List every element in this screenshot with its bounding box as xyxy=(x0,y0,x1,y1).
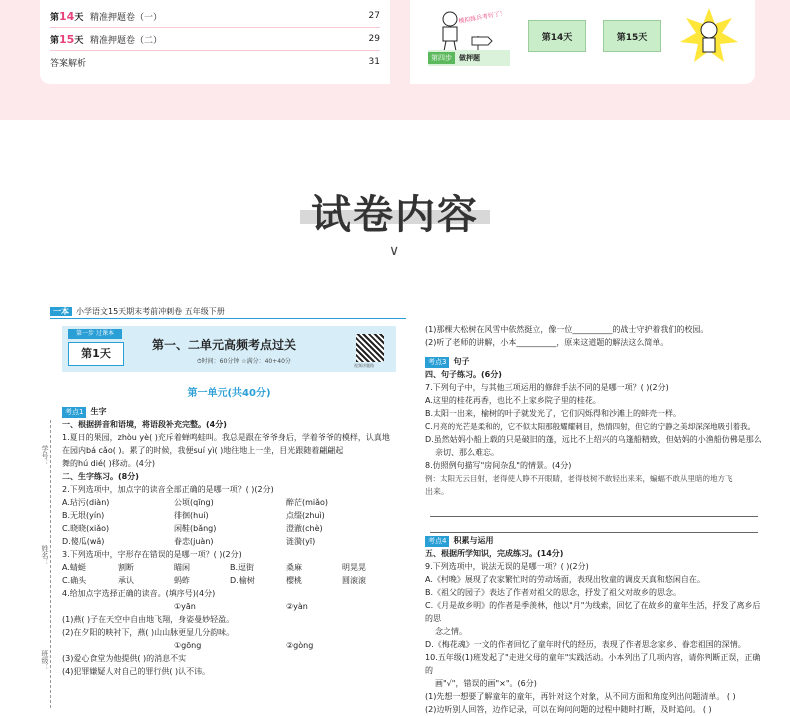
question-line: 画"√"，错误的画"×"。(6分) xyxy=(435,679,537,688)
day-badge: 第1天 xyxy=(68,342,124,366)
question-line: 1.夏日的果园，zhòu yè( )充斥着蝉鸣蛙叫。我总是跟在爷爷身后，学着爷爷的模样，认真地 xyxy=(62,433,390,442)
side-label-class: 班级： xyxy=(41,650,49,671)
question-line: (1)燕( )子在天空中自由地飞翔，身姿曼妙轻盈。 xyxy=(62,615,235,624)
divider xyxy=(50,27,380,28)
left-column xyxy=(62,405,398,678)
table-of-contents xyxy=(40,0,390,84)
section-heading: 四、句子练习。(6分) xyxy=(425,370,502,379)
section-heading: 一、根据拼音和语境，将语段补充完整。(4分) xyxy=(62,420,227,429)
answer-line[interactable] xyxy=(430,516,758,517)
study-plan-panel xyxy=(410,0,755,84)
unit-title: 第一单元(共40分) xyxy=(187,388,271,399)
lesson-time-score: ⏱时间：60分钟 ☆满分：40+40分 xyxy=(197,358,291,365)
example-line: 出来。 xyxy=(425,487,449,496)
toc-page: 31 xyxy=(368,57,380,67)
question-line: 8.仿照例句描写"房间杂乱"的情景。(4分) xyxy=(425,461,572,470)
toc-day: 第15天 xyxy=(50,32,84,46)
question-line: C.月亮的光芒是柔和的，它不似太阳那般耀耀刺目，热情四射，但它的宁静之美却深深地吸引着我。 xyxy=(425,422,756,431)
question-line: D.《梅花魂》一文的作者回忆了童年时代的经历，表现了作者思念家乡、眷恋祖国的深情。 xyxy=(425,640,746,649)
section-heading: 考点3 句子 xyxy=(425,355,765,368)
question-line: C.《月是故乡明》的作者是季羡林，他以"月"为线索，回忆了在故乡的童年生活，抒发了离乡后的思 xyxy=(425,601,761,623)
question-line: (2)边听别人回答，边作记录，可以在询问问题的过程中随时打断，及时追问。 ( ) xyxy=(425,705,712,714)
day-box-14[interactable]: 第14天 xyxy=(528,20,586,52)
question-line: (1)先想一想要了解童年的童年，再针对这个对象，从不同方面和角度列出问题清单。 ( ) xyxy=(425,692,736,701)
step-badge: 第一步 过课本 xyxy=(68,329,122,339)
toc-title: 答案解析 xyxy=(50,58,87,69)
question-line: 3.下列选项中，字形存在错误的是哪一项？( )(2分) xyxy=(62,550,242,559)
toc-day: 第14天 xyxy=(50,9,84,23)
example-line: 例：太阳无云目射，老得使人睁不开眼睛，老得枝树不敢轻出来来，蝙蝠不敢从里暗的地方飞 xyxy=(425,474,733,483)
question-line: A.这里的桂花再香，也比不上家乡院子里的桂花。 xyxy=(425,396,601,405)
side-label-name: 姓名： xyxy=(41,545,49,566)
cut-line xyxy=(50,420,51,708)
question-line: B.《祖父的园子》表达了作者对祖父的思念，抒发了祖父对故乡的思念。 xyxy=(425,588,682,597)
option-row: D.傻瓜(wǎ) 眷恋(juàn) 涟漪(yī) xyxy=(62,537,316,546)
question-line: (2)听了老师的讲解，小本__________，原来这道题的解法这么简单。 xyxy=(425,338,669,347)
section-heading: 考点4 积累与运用 xyxy=(425,534,765,547)
section-heading: 二、生字练习。(8分) xyxy=(62,472,139,481)
question-line: (3)爱心食堂为他提供( )的消息不实 xyxy=(62,654,187,663)
toc-row[interactable] xyxy=(50,29,380,49)
question-line: (4)犯罪嫌疑人对自己的罪行供( )认不讳。 xyxy=(62,667,211,676)
qr-caption: 视频讲题路 xyxy=(354,363,374,368)
question-line: 在园内bá cǎo( )。累了的时候，我便suí yì( )地往地上一坐，目光跟随着翩翩起 xyxy=(62,446,344,455)
section-heading: 五、根据所学知识，完成练习。(14分) xyxy=(425,549,564,558)
option-row: A.玷污(diàn) 公顷(qīng) 醉茫(miǎo) xyxy=(62,498,329,507)
chevron-down-icon[interactable]: ∨ xyxy=(389,243,400,259)
question-line: 念之情。 xyxy=(435,627,467,636)
paper-header: 一本 小学语文15天期末考前冲刺卷 五年级下册 xyxy=(50,306,225,317)
celebrating-kid-icon xyxy=(678,6,740,68)
top-banner xyxy=(0,0,790,120)
divider xyxy=(50,50,380,51)
speech-text: 模拟练兵考好了！ xyxy=(457,9,507,26)
question-line: 舞的hú dié( )移动。(4分) xyxy=(62,459,156,468)
toc-page: 29 xyxy=(368,34,380,44)
toc-page: 27 xyxy=(368,11,380,21)
step-label: 第四步 做押题 xyxy=(428,50,510,66)
right-column xyxy=(425,323,765,716)
question-line: 亲切、那么难忘。 xyxy=(435,448,499,457)
question-line: 7.下列句子中，与其他三项运用的修辞手法不同的是哪一项？( )(2分) xyxy=(425,383,669,392)
side-label-student-id: 学号： xyxy=(41,445,49,466)
question-line: 2.下列选项中，加点字的读音全部正确的是哪一项？( )(2分) xyxy=(62,485,274,494)
toc-row[interactable] xyxy=(50,6,380,26)
option-row: ①gōng ②gòng xyxy=(174,641,314,650)
question-line: D.虽然姑妈小船上载的只是破旧的蓬，远比不上绍兴的乌篷船精致，但姑妈的小渔船仿佛是那么 xyxy=(425,435,762,444)
lesson-banner xyxy=(62,326,396,372)
question-line: (1)那棵大松树在风雪中依然挺立，像一位__________的战士守护着我们的校园。 xyxy=(425,325,709,334)
divider xyxy=(50,318,406,319)
answer-line[interactable] xyxy=(430,532,758,533)
question-line: 9.下列选项中，说法无误的是哪一项？( )(2分) xyxy=(425,562,589,571)
page-title: 试卷内容 xyxy=(311,192,479,238)
question-line: (2)在夕阳的映衬下，燕( )山山脉更显几分韵味。 xyxy=(62,628,235,637)
day-box-15[interactable]: 第15天 xyxy=(603,20,661,52)
lesson-title: 第一、二单元高频考点过关 xyxy=(152,338,297,352)
toc-title: 精准押题卷（一） xyxy=(90,12,163,23)
question-line: A.《村晚》展现了农家繁忙时的劳动场面，表现出牧童的调皮天真和悠闲自在。 xyxy=(425,575,705,584)
option-row: ①yān ②yàn xyxy=(174,602,308,611)
question-line: 4.给加点字选择正确的读音。(填序号)(4分) xyxy=(62,589,216,598)
question-line: B.太阳一出来，榆树的叶子就发光了，它们闪烁得和沙滩上的蚌壳一样。 xyxy=(425,409,682,418)
toc-row[interactable] xyxy=(50,52,380,72)
question-line: 10.五年级(1)班发起了"走进父母的童年"实践活动。小本列出了几项内容，请你判断正误，正确的 xyxy=(425,653,761,675)
option-row: C.确头 承认 蚂蚱 D.榆树 樱桃 圆滚滚 xyxy=(62,576,366,585)
qr-code-icon[interactable] xyxy=(356,334,384,362)
section-heading: 考点1 生字 xyxy=(62,405,398,418)
toc-title: 精准押题卷（二） xyxy=(90,35,163,46)
option-row: C.晓晓(xiǎo) 闲鞋(bǎng) 澄澈(chè) xyxy=(62,524,323,533)
option-row: B.无垠(yín) 徘徊(huí) 点缀(zhuì) xyxy=(62,511,325,520)
option-row: A.蜻蜓 割断 瞄闲 B.逗街 桑麻 明晃晃 xyxy=(62,563,366,572)
